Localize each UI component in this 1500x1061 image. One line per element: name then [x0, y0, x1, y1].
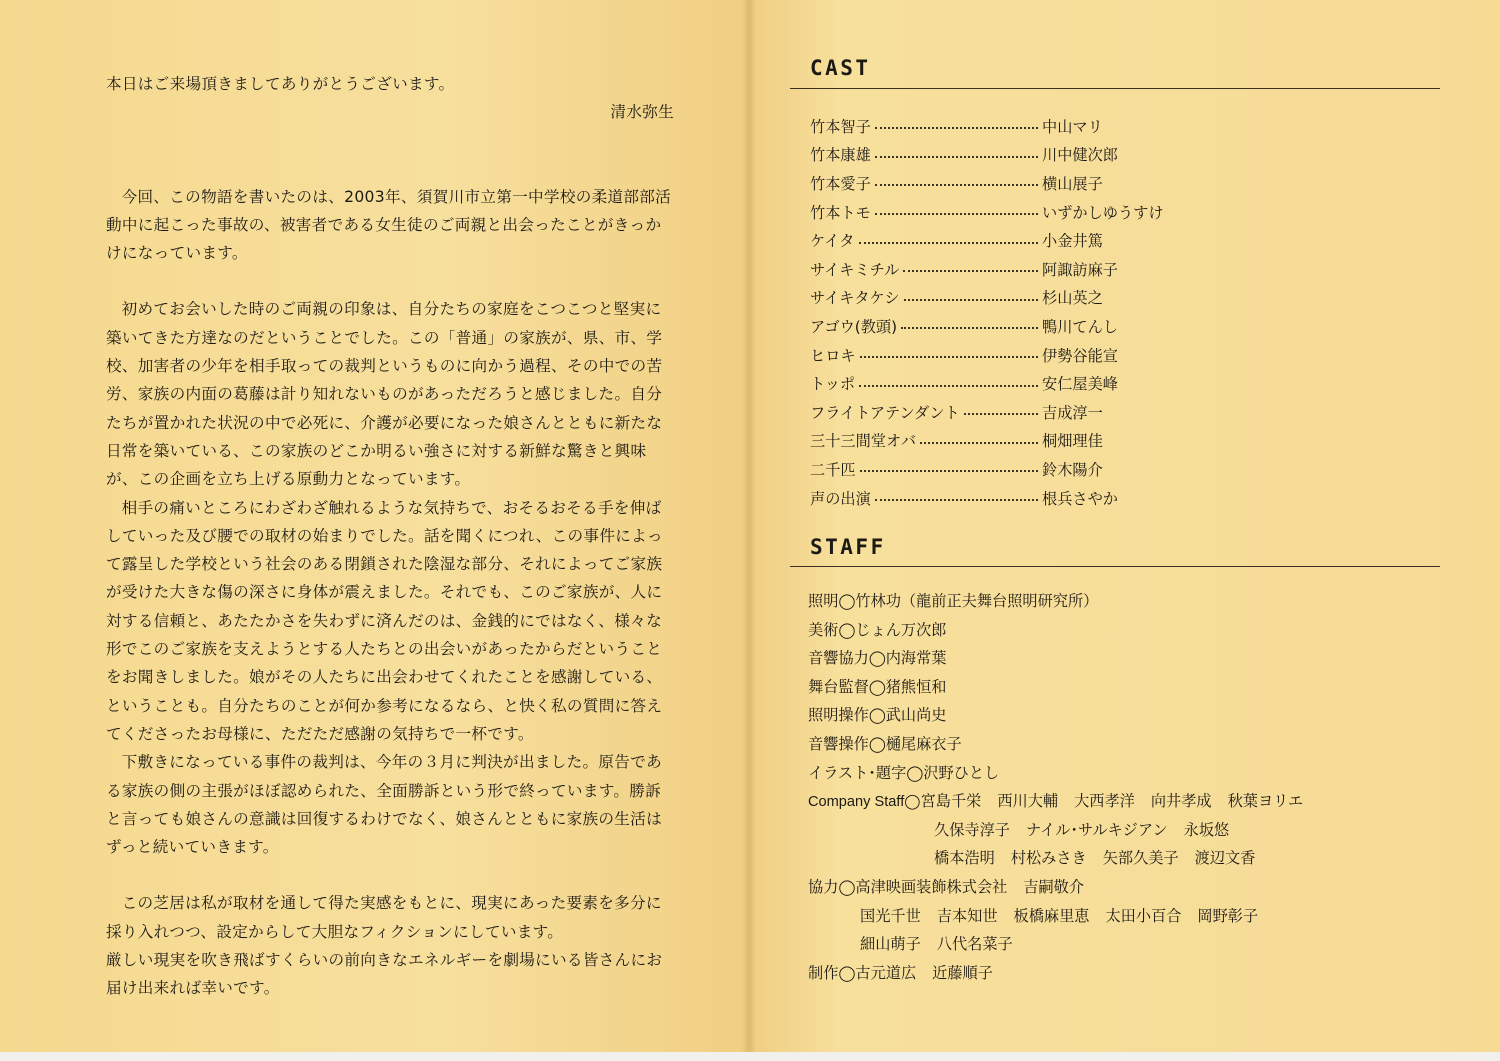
cast-actor: 鈴木陽介 — [1042, 460, 1103, 479]
leader-dots — [875, 184, 1038, 186]
leader-dots — [901, 327, 1038, 329]
letter-greeting: 本日はご来場頂きましてありがとうございます。 — [106, 75, 455, 93]
letter-paragraph-1: 今回、この物語を書いたのは、2003年、須賀川市立第一中学校の柔道部部活動中に起こった事故の、被害者である女生徒のご両親と出会ったことがきっかけになっています。 — [106, 187, 672, 263]
staff-name: 岡野彰子 — [1197, 906, 1259, 925]
staff-cooperation-row-3 — [808, 930, 1448, 959]
cast-row — [810, 369, 1210, 398]
staff-cooperation-row-1 — [808, 873, 1448, 902]
letter-paragraph-5: この芝居は私が取材を通して得た実感をもとに、現実にあった要素を多分に採り入れつつ、設定からして大胆なフィクションにしています。 — [106, 894, 662, 941]
leader-dots — [859, 385, 1038, 387]
staff-name: 古元道広 — [855, 963, 917, 982]
staff-name: 吉本知世 — [936, 906, 998, 925]
cooperation-label: 協力◯ — [808, 877, 856, 896]
cast-role: 二千匹 — [810, 460, 856, 479]
staff-name: ナイル･サルキジアン — [1025, 820, 1168, 839]
production-names — [855, 964, 1009, 982]
cast-actor: 吉成淳一 — [1042, 403, 1103, 422]
staff-name: 八代名菜子 — [936, 935, 1013, 954]
cast-actor: 安仁屋美峰 — [1042, 375, 1118, 394]
cast-role: 竹本トモ — [810, 203, 871, 222]
staff-company-row-3 — [808, 844, 1448, 873]
letter-paragraph-6: 厳しい現実を吹き飛ばすくらいの前向きなエネルギーを劇場にいる皆さんにお届け出来れば幸いです。 — [106, 951, 663, 998]
company-staff-names — [934, 849, 1271, 867]
company-staff-names — [921, 792, 1320, 810]
cast-role: フライトアテンダント — [810, 403, 960, 422]
staff-sound-support: 音響協力◯内海常葉 — [808, 649, 947, 668]
leader-dots — [875, 127, 1038, 129]
staff-name: 橋本浩明 — [934, 849, 995, 868]
letter-paragraph-4: 下敷きになっている事件の裁判は、今年の３月に判決が出ました。原告である家族の側の主張がほぼ認められた、全面勝訴という形で終っています。勝訴と言っても娘さんの意識は回復するわけでなく、娘さんとともに家族の生活はずっと続いていきます。 — [106, 753, 662, 857]
cast-row — [810, 112, 1210, 141]
staff-rule — [790, 566, 1440, 567]
leader-dots — [964, 413, 1038, 415]
staff-name: 久保寺淳子 — [934, 820, 1010, 839]
staff-name: 西川大輔 — [997, 792, 1059, 811]
cast-actor: 伊勢谷能宣 — [1042, 346, 1118, 365]
staff-cooperation-row-2 — [808, 902, 1448, 931]
staff-name: 高津映画装飾株式会社 — [855, 877, 1008, 896]
letter-paragraph-2: 初めてお会いした時のご両親の印象は、自分たちの家庭をこつこつと堅実に築いてきた方達なのだということでした。この「普通」の家族が、県、市、学校、加害者の少年を相手取っての裁判というものに向かう過程、その中での苦労、家族の内面の葛藤は計り知れないものがあっただろうと感じました。自分たちが置かれた状況の中で必死に、介護が必要になった娘さんとともに新たな日常を築いている、この家族のどこか明るい強さに対する新鮮な驚きと興味が、この企画を立ち上げる原動力となっています。 — [106, 300, 663, 489]
staff-lighting: 照明◯竹林功（龍前正夫舞台照明研究所） — [808, 592, 1099, 610]
cast-row — [810, 141, 1210, 170]
cast-actor: 中山マリ — [1042, 117, 1103, 136]
staff-name: 細山萌子 — [860, 935, 921, 954]
staff-list — [808, 587, 1448, 987]
leader-dots — [904, 299, 1038, 301]
cast-list — [810, 112, 1210, 512]
staff-name: 永坂悠 — [1183, 820, 1230, 839]
staff-company-row-1 — [808, 787, 1448, 816]
leader-dots — [903, 270, 1038, 272]
cooperation-names — [860, 907, 1274, 925]
page-gutter — [742, 0, 756, 1061]
staff-name: 吉嗣敬介 — [1023, 877, 1084, 896]
staff-sound-operator: 音響操作◯樋尾麻衣子 — [808, 734, 962, 753]
staff-name: 板橋麻里恵 — [1013, 906, 1090, 925]
spacer — [106, 861, 676, 889]
company-staff-label: Company Staff◯ — [808, 794, 921, 811]
spacer — [106, 155, 676, 183]
staff-illustration: イラスト･題字◯沢野ひとし — [808, 763, 1000, 782]
cast-role: 三十三間堂オバ — [810, 432, 917, 451]
cast-row — [810, 455, 1210, 484]
staff-name: 秋葉ヨリエ — [1227, 792, 1304, 811]
cast-row — [810, 226, 1210, 255]
cast-role: サイキタケシ — [810, 289, 900, 308]
company-staff-names — [934, 821, 1245, 839]
cast-actor: 横山展子 — [1042, 174, 1103, 193]
cast-actor: 川中健次郎 — [1042, 146, 1118, 165]
leader-dots — [860, 356, 1038, 358]
staff-name: 国光千世 — [860, 906, 921, 925]
leader-dots — [875, 156, 1038, 158]
author-letter — [106, 70, 676, 1003]
cast-role: 竹本康雄 — [810, 146, 871, 165]
staff-name: 矢部久美子 — [1102, 849, 1179, 868]
cast-actor: 桐畑理佳 — [1042, 432, 1103, 451]
production-label: 制作◯ — [808, 963, 856, 982]
cast-row — [810, 284, 1210, 313]
leader-dots — [875, 499, 1038, 501]
cast-actor: 阿諏訪麻子 — [1042, 260, 1118, 279]
cast-role: アゴウ(教頭) — [810, 317, 898, 336]
staff-name: 渡辺文香 — [1194, 849, 1256, 868]
staff-name: 向井孝成 — [1150, 792, 1212, 811]
spacer — [106, 267, 676, 295]
staff-production-row — [808, 959, 1448, 988]
cast-role: ヒロキ — [810, 346, 856, 365]
cast-actor: 小金井篤 — [1042, 232, 1103, 251]
cast-row — [810, 312, 1210, 341]
letter-author: 清水弥生 — [610, 103, 674, 122]
cast-row — [810, 169, 1210, 198]
staff-art: 美術◯じょん万次郎 — [808, 620, 947, 639]
paper-bottom-edge — [0, 1052, 1500, 1061]
cast-role: 竹本智子 — [810, 117, 871, 136]
cast-role: トッポ — [810, 375, 856, 394]
cast-heading: CAST — [810, 56, 871, 80]
cast-role: サイキミチル — [810, 260, 900, 279]
staff-name: 村松みさき — [1010, 849, 1087, 868]
letter-paragraph-3: 相手の痛いところにわざわざ触れるような気持ちで、おそるおそる手を伸ばしていった及び腰での取材の始まりでした。話を聞くにつれ、この事件によって露呈した学校という社会のある閉鎖された陰湿な部分、それによってご家族が受けた大きな傷の深さに身体が震えました。それでも、このご家族が、人に対する信頼と、あたたかさを失わずに済んだのは、金銭的にではなく、様々な形でこのご家族を支えようとする人たちとの出会いがあったからだということをお聞きしました。娘がその人たちに出会わせてくれたことを感謝している、ということも。自分たちのことが何か参考になるなら、と快く私の質問に答えてくださったお母様に、ただただ感謝の気持ちで一杯です。 — [106, 498, 663, 743]
cast-actor: 鴨川てんし — [1042, 317, 1118, 336]
cooperation-names — [860, 935, 1029, 953]
cast-actor: 杉山英之 — [1042, 289, 1103, 308]
cast-actor: いずかしゆうすけ — [1042, 203, 1164, 222]
staff-stage-manager: 舞台監督◯猪熊恒和 — [808, 677, 947, 696]
staff-heading: STAFF — [810, 535, 886, 559]
cast-row — [810, 341, 1210, 370]
staff-name: 近藤順子 — [932, 963, 993, 982]
cast-role: ケイタ — [810, 232, 855, 251]
cast-row — [810, 255, 1210, 284]
leader-dots — [920, 442, 1038, 444]
cast-role: 竹本愛子 — [810, 174, 871, 193]
cast-rule — [790, 88, 1440, 89]
leader-dots — [860, 470, 1038, 472]
cast-actor: 根兵さやか — [1042, 489, 1118, 508]
cast-row — [810, 398, 1210, 427]
cast-row — [810, 484, 1210, 513]
cast-role: 声の出演 — [810, 489, 871, 508]
cast-row — [810, 427, 1210, 456]
leader-dots — [859, 242, 1039, 244]
staff-company-row-2 — [808, 816, 1448, 845]
cooperation-names — [855, 878, 1100, 896]
cast-row — [810, 198, 1210, 227]
staff-lighting-operator: 照明操作◯武山尚史 — [808, 706, 947, 725]
staff-name: 大西孝洋 — [1074, 792, 1135, 811]
staff-name: 太田小百合 — [1105, 906, 1182, 925]
staff-name: 宮島千栄 — [920, 792, 982, 811]
leader-dots — [875, 213, 1038, 215]
